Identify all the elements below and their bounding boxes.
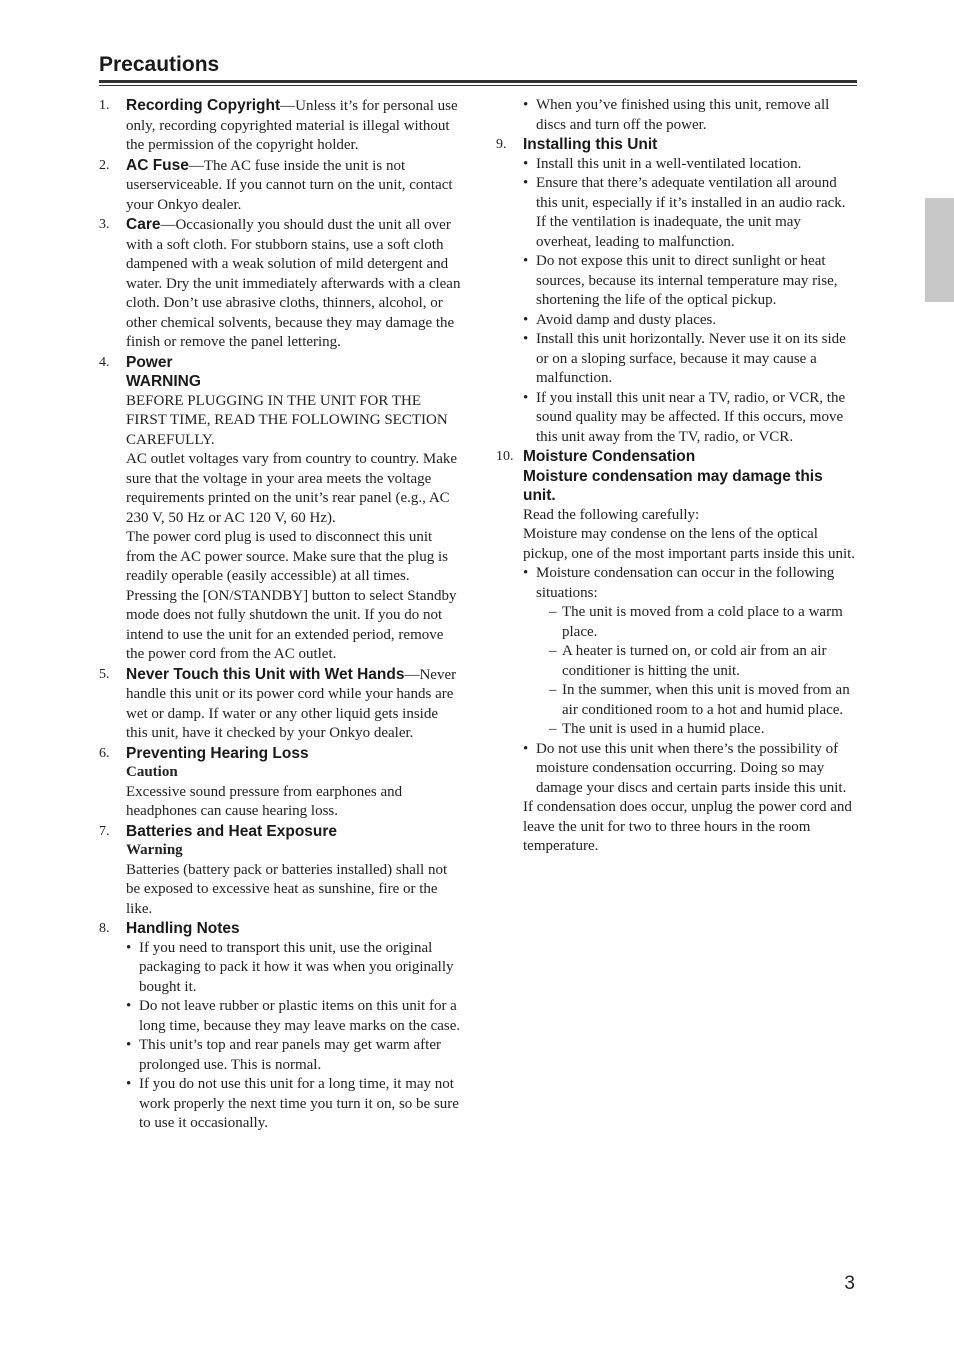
item-paragraph: Moisture may condense on the lens of the optical pickup, one of the most important parts inside this unit. bbox=[523, 526, 856, 562]
item-paragraph: Pressing the [ON/STANDBY] button to select Standby mode does not fully shutdown the unit. If you do not intend to use the unit for an extended period, remove the power cord from the AC outlet. bbox=[126, 587, 457, 662]
item-paragraph: Read the following carefully: bbox=[523, 506, 700, 523]
list-item bbox=[523, 564, 858, 740]
page-number: 3 bbox=[844, 1273, 855, 1294]
item-title: Recording Copyright bbox=[126, 97, 281, 114]
dash-item: – In the summer, when this unit is moved from an air conditioned room to a hot and humid place. bbox=[549, 681, 858, 720]
bullet-list bbox=[126, 939, 461, 1134]
dash-item: – The unit is moved from a cold place to a warm place. bbox=[549, 603, 858, 642]
list-item: • Install this unit in a well-ventilated location. bbox=[523, 155, 858, 175]
item-number: 3. bbox=[99, 217, 110, 232]
warning-subtitle: Moisture condensation may damage this unit. bbox=[523, 467, 823, 504]
title-rule bbox=[99, 80, 857, 83]
item-care bbox=[99, 215, 461, 353]
list-item: • Ensure that there’s adequate ventilation all around this unit, especially if it’s installed in an audio rack. If the ventilation is inadequate, the unit may overheat, leading to malfunction. bbox=[523, 174, 858, 252]
item-text: —Never handle this unit or its power cord while your hands are wet or damp. If water or any other liquid gets inside this unit, have it checked by your Onkyo dealer. bbox=[126, 666, 457, 741]
item-recording-copyright bbox=[99, 96, 461, 156]
side-tab-marker bbox=[925, 198, 954, 302]
list-item: • When you’ve finished using this unit, remove all discs and turn off the power. bbox=[523, 96, 858, 135]
left-column bbox=[99, 96, 461, 1134]
item-title: Preventing Hearing Loss bbox=[126, 744, 309, 762]
item-title: AC Fuse bbox=[126, 156, 189, 174]
dash-item: – The unit is used in a humid place. bbox=[549, 720, 858, 740]
item-number: 8. bbox=[99, 921, 110, 936]
item-text: Batteries (battery pack or batteries installed) shall not be exposed to excessive heat as sunshine, fire or the like. bbox=[126, 861, 448, 917]
item-wet-hands bbox=[99, 665, 461, 744]
item-title: Batteries and Heat Exposure bbox=[126, 822, 338, 840]
list-item: • This unit’s top and rear panels may get warm after prolonged use. This is normal. bbox=[126, 1036, 461, 1075]
item-moisture-condensation bbox=[496, 447, 858, 857]
list-item: • Avoid damp and dusty places. bbox=[523, 311, 858, 331]
item-title: Never Touch this Unit with Wet Hands bbox=[126, 665, 405, 683]
item-batteries-heat bbox=[99, 822, 461, 920]
item-paragraph: BEFORE PLUGGING IN THE UNIT FOR THE FIRST TIME, READ THE FOLLOWING SECTION CAREFULLY. bbox=[126, 392, 448, 448]
dash-list bbox=[536, 603, 858, 740]
list-item: • If you do not use this unit for a long time, it may not work properly the next time you turn it on, so be sure to use it occasionally. bbox=[126, 1075, 461, 1134]
item-number: 2. bbox=[99, 157, 110, 173]
item-text: —The AC fuse inside the unit is not userserviceable. If you cannot turn on the unit, contact your Onkyo dealer. bbox=[126, 157, 453, 213]
item-ac-fuse bbox=[99, 156, 461, 216]
list-item: • If you need to transport this unit, use the original packaging to pack it how it was when you originally bought it. bbox=[126, 939, 461, 998]
list-item: • If you install this unit near a TV, radio, or VCR, the sound quality may be affected. If this occurs, move this unit away from the TV, radio, or VCR. bbox=[523, 389, 858, 448]
item-number: 1. bbox=[99, 98, 110, 113]
item-text: —Occasionally you should dust the unit all over with a soft cloth. For stubborn stains, use a soft cloth dampened with a weak solution of mild detergent and water. Dry the unit immediately afterwards with a clean cloth. Don’t use abrasive cloths, thinners, alcohol, or other chemical solvents, because they may damage the finish or remove the panel lettering. bbox=[126, 217, 461, 350]
item-title: Moisture Condensation bbox=[523, 448, 696, 465]
item-title: Handling Notes bbox=[126, 920, 240, 937]
item-hearing-loss bbox=[99, 744, 461, 822]
item-handling-notes bbox=[99, 919, 461, 1134]
item-title: Care bbox=[126, 216, 161, 233]
caution-label: Caution bbox=[126, 764, 178, 780]
list-item-text: Moisture condensation can occur in the following situations: bbox=[536, 565, 835, 601]
item-paragraph: The power cord plug is used to disconnect this unit from the AC power source. Make sure that the plug is readily operable (easily accessible) at all times. bbox=[126, 529, 449, 584]
list-item: • Install this unit horizontally. Never use it on its side or on a sloping surface, because it may cause a malfunction. bbox=[523, 330, 858, 389]
item-text: Excessive sound pressure from earphones and headphones can cause hearing loss. bbox=[126, 783, 403, 819]
bullet-list bbox=[523, 564, 858, 798]
item-title: Power bbox=[126, 353, 173, 371]
list-item: • Do not use this unit when there’s the possibility of moisture condensation occurring. Doing so may damage your discs and certain parts inside this unit. bbox=[523, 740, 858, 799]
page-title: Precautions bbox=[99, 53, 220, 76]
title-rule-thin bbox=[99, 85, 857, 86]
item-number: 4. bbox=[99, 354, 110, 370]
item-number: 7. bbox=[99, 823, 110, 839]
warning-label: WARNING bbox=[126, 373, 201, 390]
item-power bbox=[99, 353, 461, 665]
item-paragraph: AC outlet voltages vary from country to country. Make sure that the voltage in your area meets the voltage requirements printed on the unit’s rear panel (e.g., AC 230 V, 50 Hz or AC 120 V, 60 Hz). bbox=[126, 451, 458, 526]
list-item: • Do not leave rubber or plastic items on this unit for a long time, because they may leave marks on the case. bbox=[126, 997, 461, 1036]
list-item: • Do not expose this unit to direct sunlight or heat sources, because its internal temperature may rise, shortening the life of the optical pickup. bbox=[523, 252, 858, 311]
item-paragraph: If condensation does occur, unplug the power cord and leave the unit for two to three hours in the room temperature. bbox=[523, 799, 852, 854]
right-column bbox=[496, 96, 858, 857]
item-number: 9. bbox=[496, 137, 507, 152]
warning-label: Warning bbox=[126, 842, 183, 858]
item-number: 5. bbox=[99, 666, 110, 682]
item-text: —Unless it’s for personal use only, recording copyrighted material is illegal without the permission of the copyright holder. bbox=[126, 98, 458, 153]
item-number: 10. bbox=[496, 449, 514, 464]
item-title: Installing this Unit bbox=[523, 136, 658, 153]
dash-item: – A heater is turned on, or cold air from an air conditioner is hitting the unit. bbox=[549, 642, 858, 681]
item-installing bbox=[496, 135, 858, 447]
item-number: 6. bbox=[99, 745, 110, 761]
bullet-list-continued bbox=[523, 96, 858, 135]
bullet-list bbox=[523, 155, 858, 448]
